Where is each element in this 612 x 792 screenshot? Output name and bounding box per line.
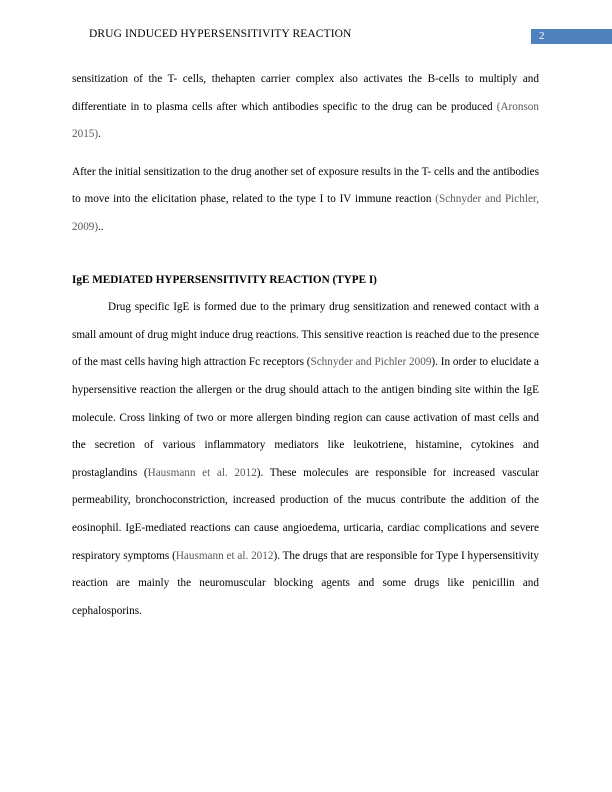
paragraph-text: ). These molecules are responsible for increased vascular permeability, bronchoconstriction, increased production of the mucus contribute the addition of the eosinophil. IgE-mediated reactions can cause angioedema, urticaria, cardiac complications and severe respiratory symptoms ( [72, 466, 539, 562]
paragraph-elicitation [72, 159, 539, 242]
citation-hausmann-2: Hausmann et al. 2012 [175, 549, 274, 562]
paragraph-text: ). The drugs that are responsible for Type I hypersensitivity reaction are mainly the neuromuscular blocking agents and some drugs like penicillin and cephalosporins. [72, 549, 540, 617]
citation-hausmann-1: Hausmann et al. 2012 [147, 466, 257, 479]
paragraph-text: sensitization of the T- cells, thehapten carrier complex also activates the B-cells to multiply and differentiate in to plasma cells after which antibodies specific to the drug can be produced [72, 73, 539, 113]
paragraph-ige [72, 294, 539, 625]
paragraph-text: Drug specific IgE is formed due to the primary drug sensitization and renewed contact with a small amount of drug might induce drug reactions. This sensitive reaction is reached due to the presence of the mast cells having high attraction Fc receptors ( [72, 301, 539, 369]
citation-schnyder-pichler: Schnyder and Pichler 2009 [310, 356, 432, 369]
paragraph-text: After the initial sensitization to the drug another set of exposure results in the T- cells and the antibodies to move into the elicitation phase, related to the type I to IV immune reaction [72, 165, 539, 206]
paragraph-sensitization [72, 66, 539, 149]
paragraph-text: ). In order to elucidate a hypersensitive reaction the allergen or the drug should attach to the antigen binding site within the IgE molecule. Cross linking of two or more allergen binding region can cause activation of mast cells and the secretion of various inflammatory mediators like leukotriene, histamine, cytokines and prostaglandins ( [72, 356, 539, 479]
document-body [72, 66, 539, 625]
section-heading: IgE MEDIATED HYPERSENSITIVITY REACTION (TYPE I) [72, 273, 377, 286]
citation-aronson: (Aronson 2015) [72, 100, 539, 141]
page-number-badge: 2 [531, 29, 612, 44]
citation-schnyder: (Schnyder and Pichler, 2009) [72, 193, 539, 233]
paragraph-tail: .. [98, 220, 104, 233]
paragraph-tail: . [98, 128, 101, 141]
running-header-title: DRUG INDUCED HYPERSENSITIVITY REACTION [89, 28, 352, 40]
